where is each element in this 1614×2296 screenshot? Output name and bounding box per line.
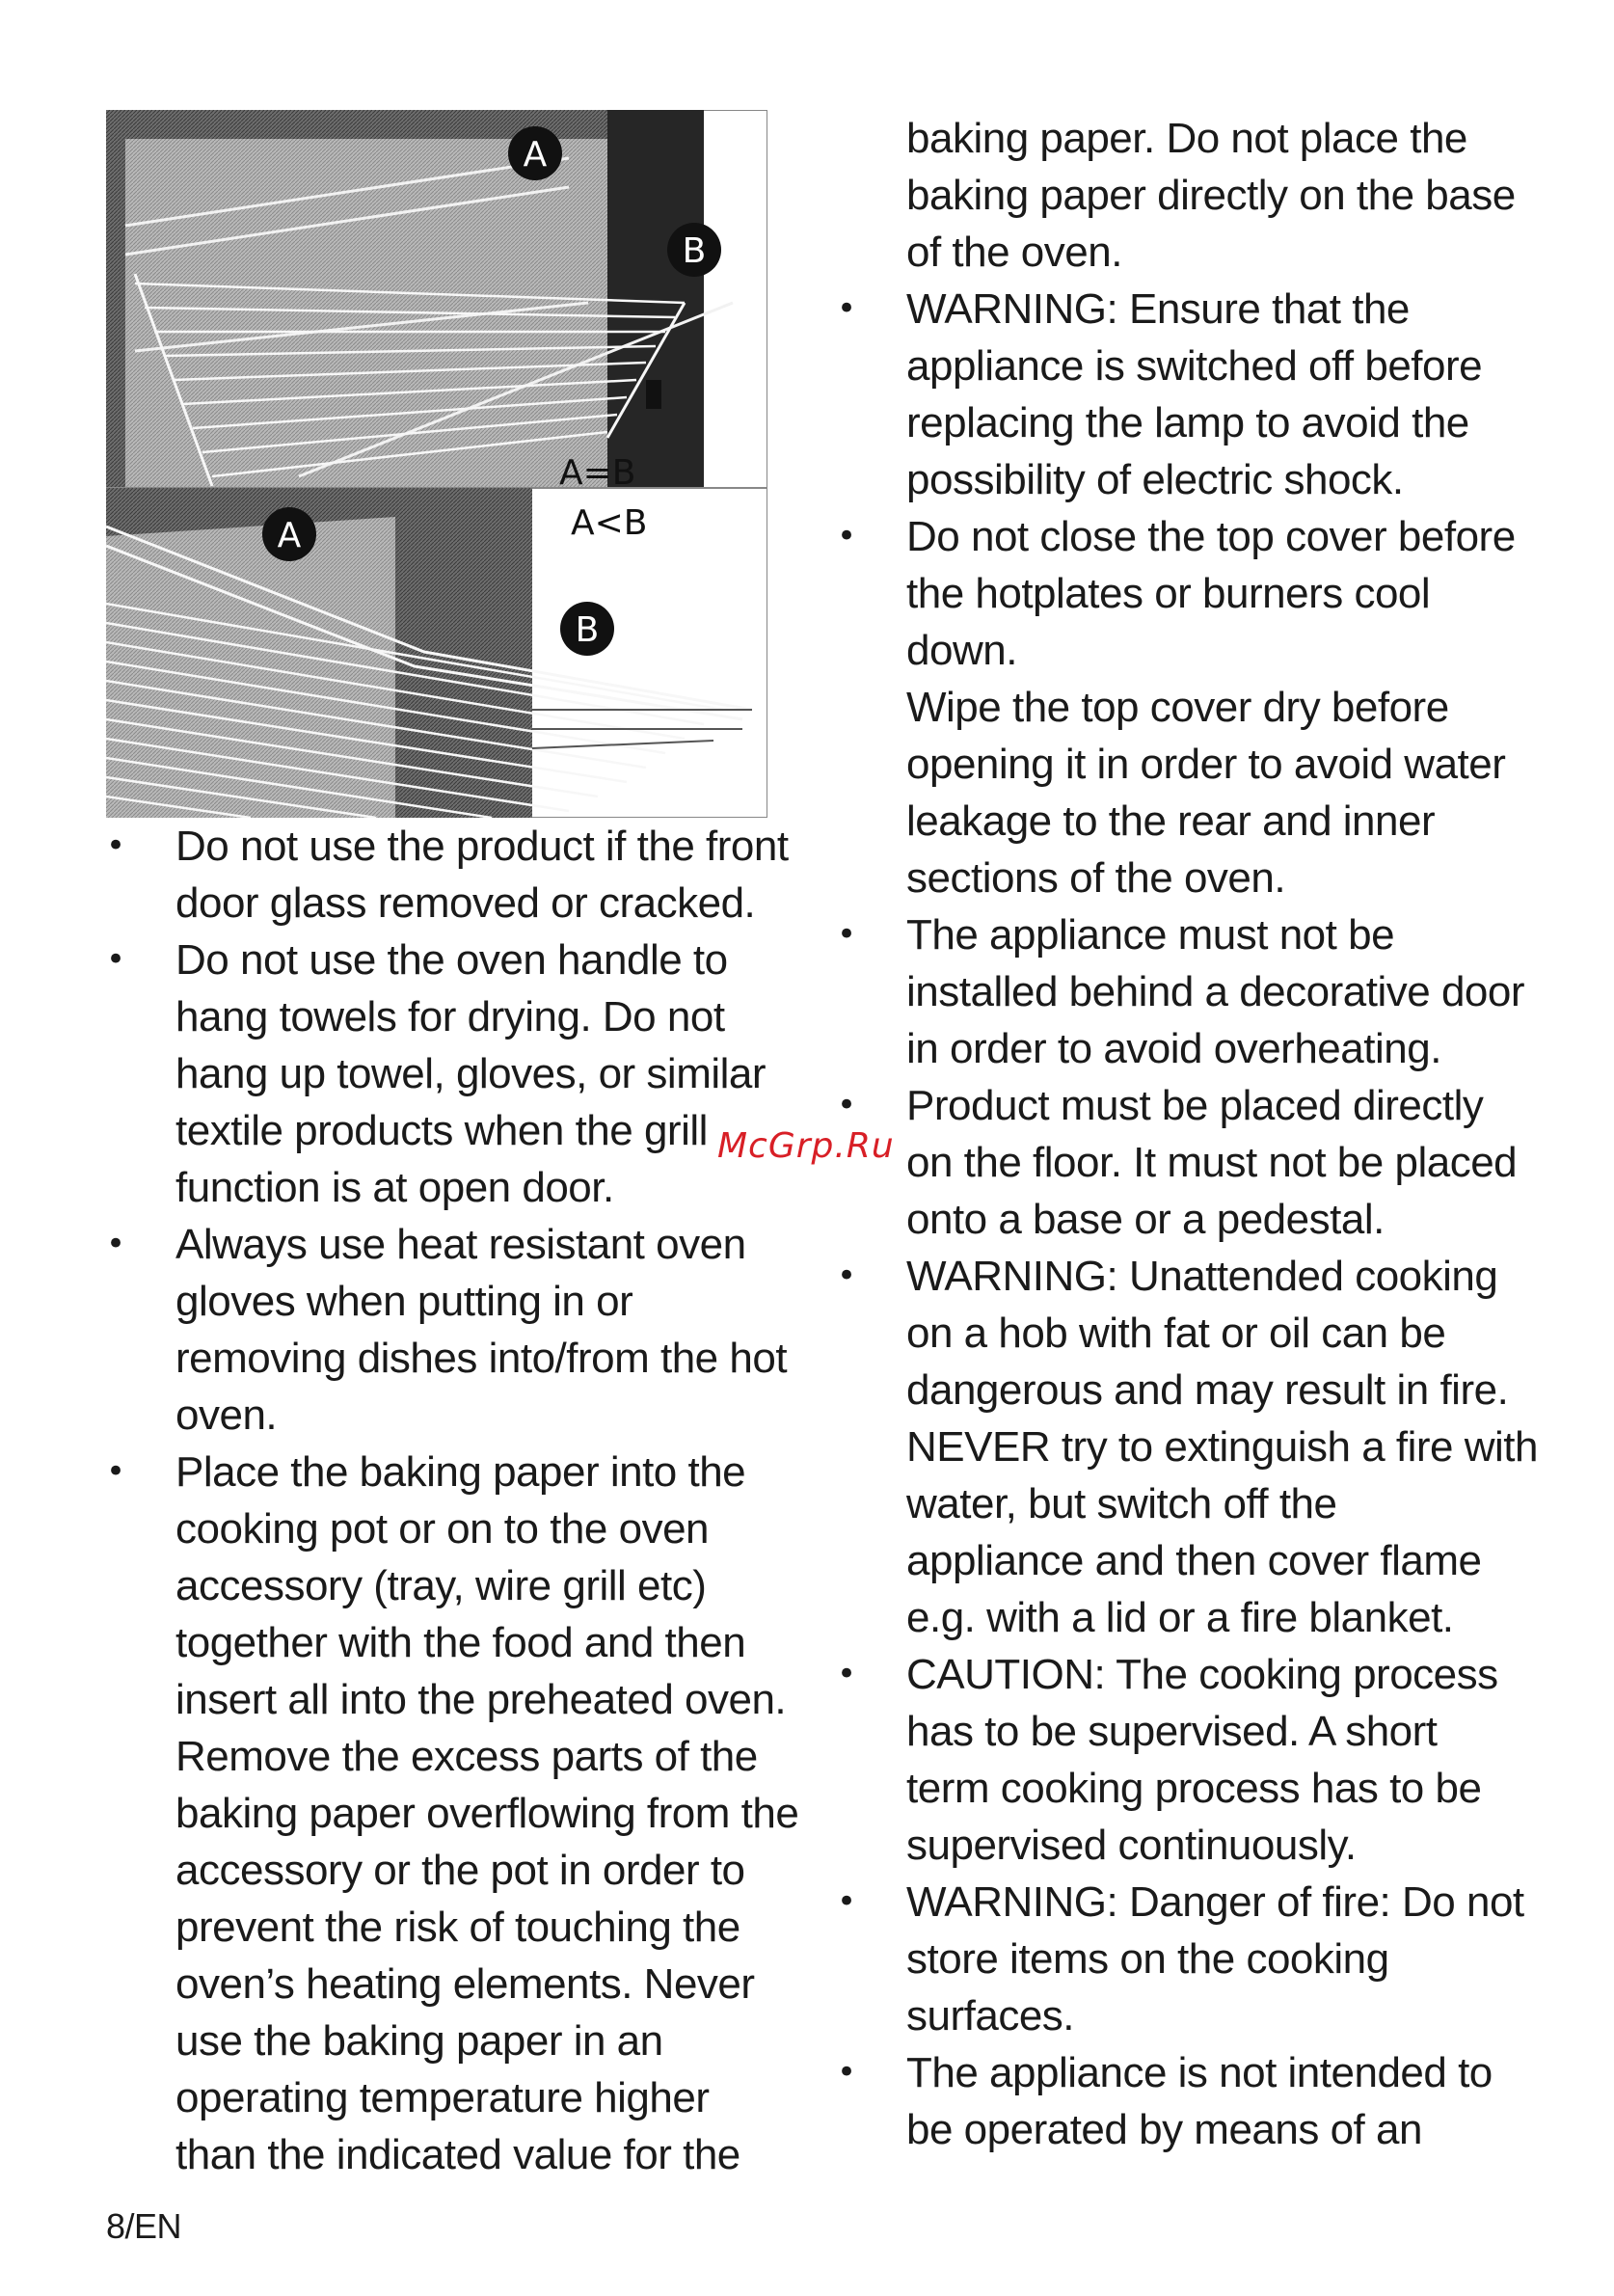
wire-grill-figure <box>106 110 767 818</box>
bullet-icon: • <box>106 940 125 979</box>
top-panel <box>106 110 767 488</box>
list-item: • Product must be placed directly on the floor. It must not be placed onto a base or a pedestal. <box>837 1077 1531 1248</box>
list-item: • Do not use the oven handle to hang towels for drying. Do not hang up towel, gloves, or similar textile products when the grill function is at open door. <box>106 932 800 1216</box>
bullet-icon: • <box>837 915 856 954</box>
continued-paragraph: baking paper. Do not place the baking paper directly on the base of the oven. <box>906 115 1516 276</box>
bullet-icon: • <box>837 289 856 328</box>
bottom-panel <box>106 488 767 818</box>
callout-b-bottom <box>560 602 614 656</box>
bullet-icon: • <box>837 1882 856 1921</box>
list-item: • CAUTION: The cooking process has to be supervised. A short term cooking process has to be supervised continuously. <box>837 1646 1531 1874</box>
wire-grill-illustration <box>106 110 767 818</box>
list-item: • WARNING: Unattended cooking on a hob with fat or oil can be dangerous and may result in fire. NEVER try to extinguish a fire with water, but switch off the appliance and then cover flame e.g. with a lid or a fire blanket. <box>837 1248 1531 1646</box>
callout-a-top <box>508 126 562 180</box>
callout-a-bottom-label: A <box>277 516 302 555</box>
list-item: • Do not close the top cover before the hotplates or burners cool down. Wipe the top cover dry before opening it in order to avoid water leakage to the rear and inner sections of the oven. <box>837 508 1531 906</box>
list-item: • WARNING: Danger of fire: Do not store items on the cooking surfaces. <box>837 1874 1531 2044</box>
bullet-icon: • <box>837 1655 856 1693</box>
list-item: • Always use heat resistant oven gloves when putting in or removing dishes into/from the hot oven. <box>106 1216 800 1444</box>
label-a-less-than-b: A<B <box>571 503 648 543</box>
watermark: McGrp.Ru <box>717 1126 895 1166</box>
label-a-equals-b: A=B <box>559 453 636 493</box>
callout-a-top-label: A <box>523 135 548 175</box>
bullet-icon: • <box>837 1086 856 1124</box>
bullet-icon: • <box>837 2053 856 2092</box>
list-item: • WARNING: Ensure that the appliance is switched off before replacing the lamp to avoid the possibility of electric shock. <box>837 281 1531 508</box>
bullet-icon: • <box>106 1225 125 1263</box>
callout-b-bottom-label: B <box>575 610 600 650</box>
page-number: 8/EN <box>106 2206 182 2246</box>
callout-a-bottom <box>262 507 316 561</box>
left-column <box>106 818 800 2183</box>
list-item: • The appliance is not intended to be operated by means of an <box>837 2044 1531 2158</box>
bullet-icon: • <box>837 1256 856 1295</box>
bullet-icon: • <box>106 826 125 865</box>
bullet-icon: • <box>106 1452 125 1491</box>
bullet-icon: • <box>837 517 856 555</box>
callout-b-top <box>667 223 721 277</box>
list-item: • Place the baking paper into the cooking pot or on to the oven accessory (tray, wire grill etc) together with the food and then insert all into the preheated oven. Remove the excess parts of the baking paper overflowing from the accessory or the pot in order to prevent the risk of touching the oven’s heating elements. Never use the baking paper in an operating temperature higher than the indicated value for the <box>106 1444 800 2183</box>
list-item: • Do not use the product if the front door glass removed or cracked. <box>106 818 800 932</box>
callout-b-top-label: B <box>682 231 707 271</box>
list-item: • The appliance must not be installed behind a decorative door in order to avoid overheating. <box>837 906 1531 1077</box>
right-column <box>837 110 1538 2158</box>
